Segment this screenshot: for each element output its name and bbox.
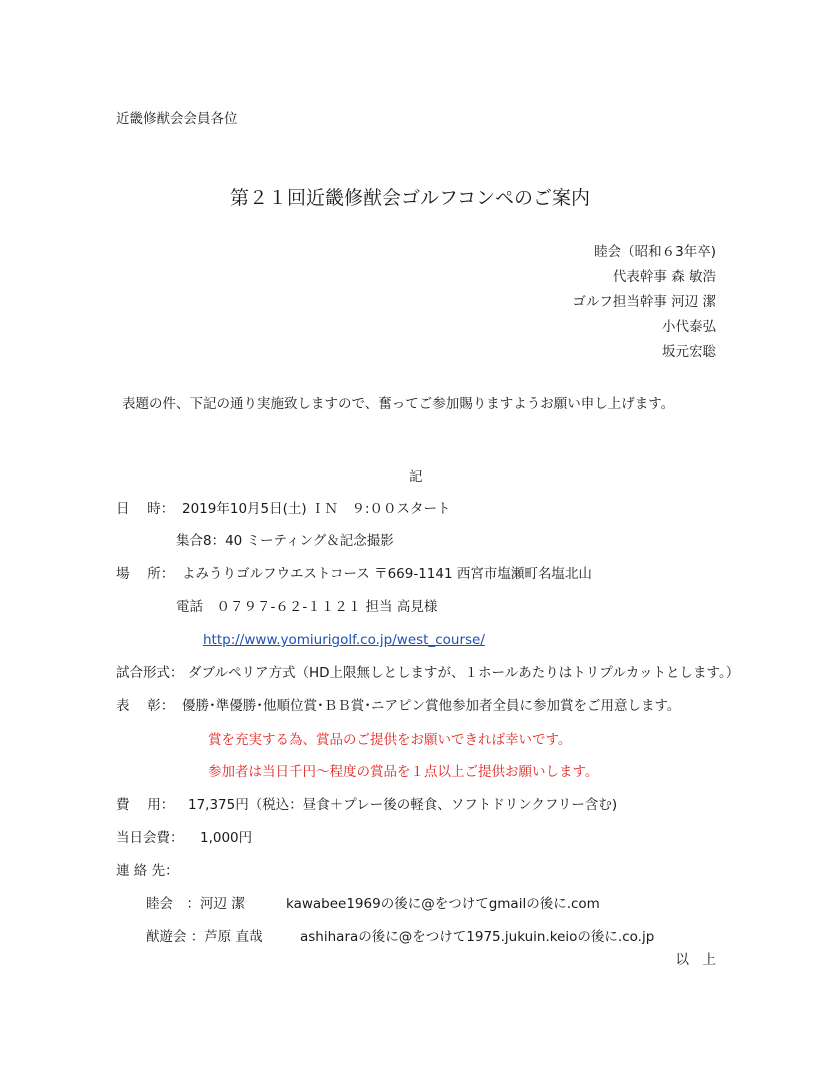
date-label: 日 時： [116, 501, 175, 517]
awards-label: 表 彰： [116, 698, 175, 714]
venue-value: よみうりゴルフウエストコース 〒669-1141 西宮市塩瀬町名塩北山 [182, 566, 592, 582]
contact-row-2-mail: ashiharaの後に@をつけて1975.jukuin.keioの後に.co.jp [300, 929, 655, 945]
fee-label: 費 用： [116, 797, 175, 813]
sender-line-2: ゴルフ担当幹事 河辺 潔 [572, 294, 716, 310]
sameday-fee-label: 当日会費： [116, 830, 184, 846]
sender-line-4: 坂元宏聡 [662, 344, 716, 360]
sender-line-1: 代表幹事 森 敏浩 [612, 269, 716, 285]
venue-url-link[interactable]: http://www.yomiurigolf.co.jp/west_course/ [203, 632, 485, 648]
gathering-time: 集合8：40 ミーティング＆記念撮影 [176, 533, 394, 549]
contact-row-2-org: 猷遊会 ：芦原 直哉 [146, 929, 263, 945]
contact-label: 連 絡 先： [116, 863, 179, 879]
contact-row-1-mail: kawabee1969の後に@をつけてgmailの後に.com [286, 896, 600, 912]
closing: 以 上 [675, 952, 716, 968]
contact-row-1-org: 睦会 ：河辺 潔 [146, 896, 245, 912]
awards-note-2: 参加者は当日千円～程度の賞品を１点以上ご提供お願いします。 [208, 764, 599, 780]
format-label: 試合形式： [116, 665, 184, 681]
fee-value: 17,375円（税込：昼食＋プレー後の軽食、ソフトドリンクフリー含む) [188, 797, 618, 813]
venue-phone: 電話 ０７９７-６２-１１２１ 担当 高見様 [176, 599, 438, 615]
awards-note-1: 賞を充実する為、賞品のご提供をお願いできれば幸いです。 [208, 732, 572, 748]
document-title: 第２１回近畿修猷会ゴルフコンペのご案内 [230, 187, 591, 209]
date-value: 2019年10月5日(土) ＩＮ ９:００スタート [182, 501, 451, 517]
intro-text: 表題の件、下記の通り実施致しますので、奮ってご参加賜りますようお願い申し上げます。 [122, 396, 675, 412]
addressee: 近畿修猷会会員各位 [116, 111, 238, 127]
sender-group: 睦会（昭和６3年卒) [594, 244, 716, 260]
sameday-fee-value: 1,000円 [200, 830, 253, 846]
format-value: ダブルペリア方式（HD上限無しとしますが、１ホールあたりはトリプルカットとします。） [188, 665, 740, 681]
ki-heading: 記 [409, 469, 423, 485]
awards-value: 優勝･準優勝･他順位賞･ＢＢ賞･ニアピン賞他参加者全員に参加賞をご用意します。 [182, 698, 681, 714]
venue-label: 場 所： [116, 566, 175, 582]
sender-line-3: 小代泰弘 [662, 319, 716, 335]
